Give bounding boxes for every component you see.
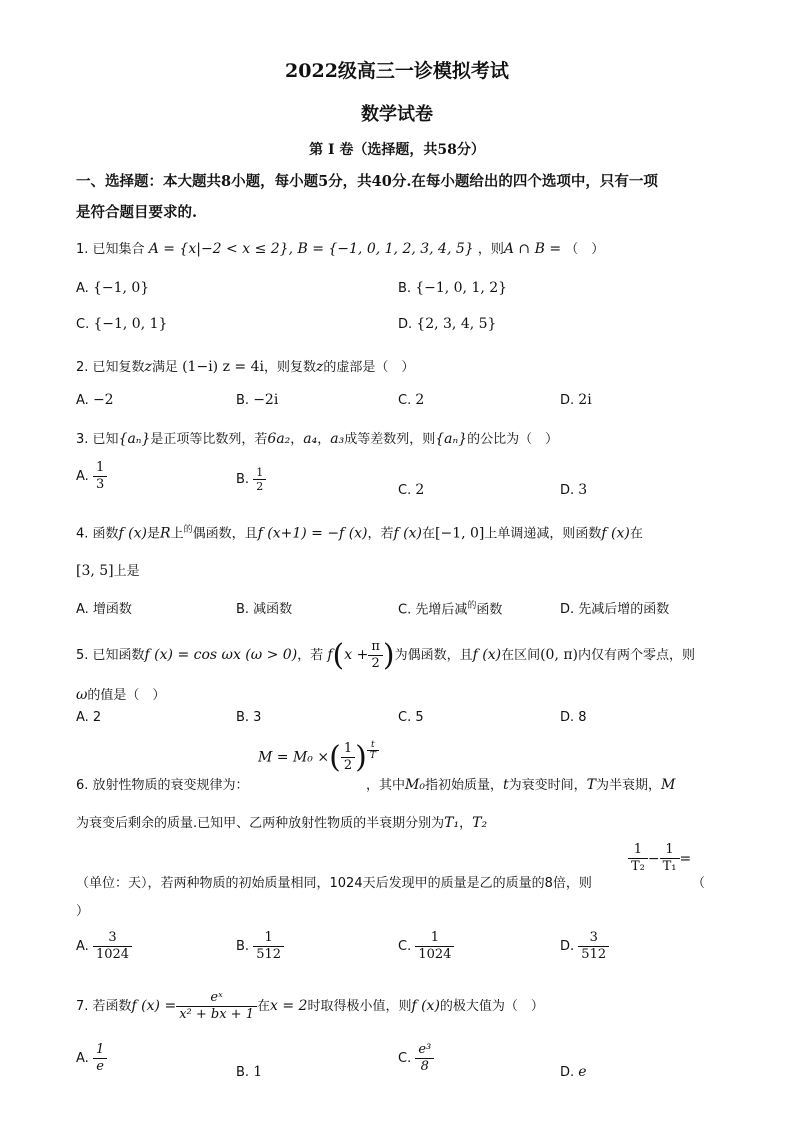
question-1: 1. 已知集合 A = {x|−2 < x ≤ 2}, B = {−1, 0, 1, 2, 3, 4, 5} ，则A ∩ B = （ ） [76,241,605,257]
q1-option-a[interactable]: A. {−1, 0} [76,280,150,296]
question-6-line1: 6. 放射性物质的衰变规律为： [76,778,249,793]
q2-option-c[interactable]: C. 2 [398,392,425,408]
question-6-line3: （单位：天），若两种物质的初始质量相同，1024天后发现甲的质量是乙的质量的8倍，则 [76,876,592,891]
section-instructions-line2: 是符合题目要求的. [76,204,198,221]
exam-title: 2022级高三一诊模拟考试 [285,60,509,82]
q1-option-d[interactable]: D. {2, 3, 4, 5} [398,316,497,332]
part-heading: 第 I 卷（选择题，共58分） [309,142,485,158]
q7-option-d[interactable]: D. e [560,1064,587,1080]
question-4-line1: 4. 函数f (x)是R上$^的$偶函数，且f (x+1) = −f (x)，若f (x)在[−1, 0]上单调递减，则函数f (x)在 [76,525,643,542]
set-b: , B = {−1, 0, 1, 2, 3, 4, 5} [288,241,474,257]
question-6-paren-open: （ [692,876,706,891]
q6-option-b[interactable]: B. $\frac{1}{512}$ [236,930,284,963]
q5-option-a[interactable]: A. 2 [76,710,102,725]
q6-option-a[interactable]: A. $\frac{3}{1024}$ [76,930,132,963]
q2-option-d[interactable]: D. 2i [560,392,592,408]
question-3: 3. 已知{aₙ}是正项等比数列，若6a₂，a₄，a₃成等差数列，则{aₙ}的公比为（ ） [76,431,559,447]
decay-formula: M = M₀ ×( $\frac{1}{2}$ ) $\frac{t}{T}$ [258,740,379,775]
q7-option-b[interactable]: B. 1 [236,1064,263,1080]
half-life-expression: $\frac{1}{\text{T₂}}$ − $\frac{1}{\text{T₁}}$ = [628,842,691,875]
set-a: A = {x|−2 < x ≤ 2} [148,241,289,257]
q5-option-b[interactable]: B. 3 [236,710,262,725]
question-5-line1: 5. 已知函数f (x) = cos ωx (ω > 0)，若 f(x + $\frac{\pi}{2}$ )为偶函数，且f (x)在区间(0, π)内仅有两个零点，则 [76,638,696,673]
q6-option-c[interactable]: C. $\frac{1}{1024}$ [398,930,454,963]
question-7: 7. 若函数f (x) = $\frac{\text{eˣ}}{\text{x² + bx + 1}}$ 在x = 2时取得极小值，则f (x)的极大值为（ ） [76,990,544,1022]
q4-option-c[interactable]: C. 先增后减$^的$函数 [398,601,503,618]
q2-option-b[interactable]: B. −2i [236,392,279,408]
q4-option-b[interactable]: B. 减函数 [236,602,293,617]
q1-option-b[interactable]: B. {−1, 0, 1, 2} [398,280,508,296]
question-2: 2. 已知复数z满足 (1−i) z = 4i，则复数z的虚部是（ ） [76,359,415,375]
q6-option-d[interactable]: D. $\frac{3}{512}$ [560,930,609,963]
question-6-paren-close: ） [76,904,90,919]
q4-option-d[interactable]: D. 先减后增的函数 [560,602,670,617]
exam-subtitle: 数学试卷 [361,104,433,125]
q7-option-a[interactable]: A. $\frac{1}{e}$ [76,1042,107,1075]
q3-option-a[interactable]: A. $\frac{1}{3}$ [76,460,107,493]
q5-option-d[interactable]: D. 8 [560,710,587,725]
question-4-line2: [3, 5]上是 [76,563,140,579]
intersection-expr: A ∩ B = [503,241,562,257]
q2-option-a[interactable]: A. −2 [76,392,114,408]
q3-option-b[interactable]: B. $\frac{1}{2}$ [236,466,266,493]
q5-option-c[interactable]: C. 5 [398,710,424,725]
q7-option-c[interactable]: C. $\frac{\text{e³}}{8}$ [398,1042,434,1075]
question-6-line1b: ，其中M₀指初始质量，t为衰变时间，T为半衰期，M [366,777,676,793]
section-instructions-line1: 一、选择题：本大题共8小题，每小题5分，共40分.在每小题给出的四个选项中，只有一项 [76,173,658,190]
function-equation: f (x+1) = −f (x) [257,525,368,542]
q1-option-c[interactable]: C. {−1, 0, 1} [76,316,168,332]
q3-option-c[interactable]: C. 2 [398,482,425,498]
complex-equation: (1−i) z = 4i [182,359,264,375]
question-5-line2: ω的值是（ ） [76,687,166,703]
q4-option-a[interactable]: A. 增函数 [76,602,132,617]
question-6-line2: 为衰变后剩余的质量.已知甲、乙两种放射性物质的半衰期分别为T₁，T₂ [76,815,488,831]
q3-option-d[interactable]: D. 3 [560,482,588,498]
